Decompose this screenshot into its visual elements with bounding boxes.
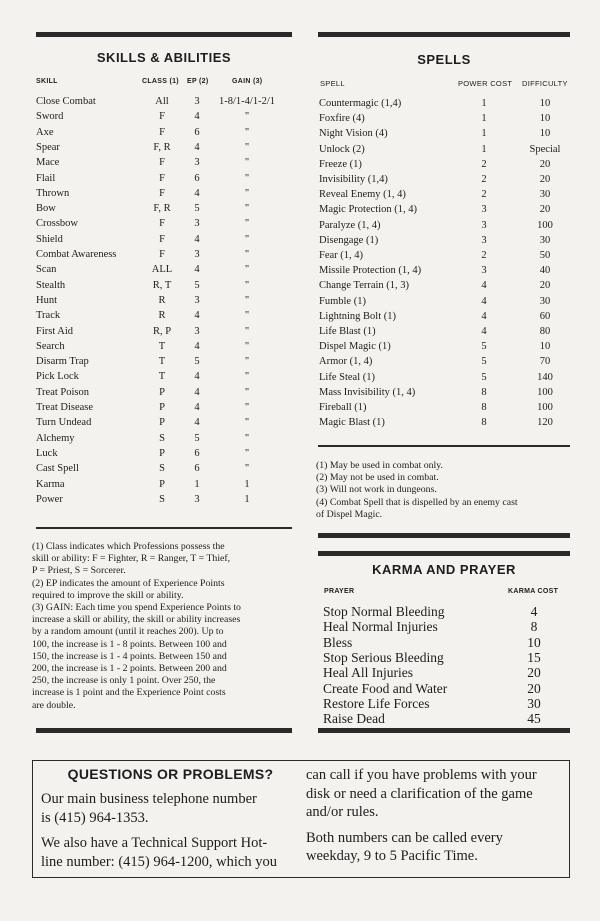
skill-class: S <box>159 493 165 505</box>
skills-col-ep: EP (2) <box>187 78 209 85</box>
spells-top-rule <box>318 32 570 37</box>
prayer-cost: 30 <box>527 695 541 711</box>
spell-name: Invisibility (1,4) <box>319 174 388 185</box>
skill-gain: " <box>244 279 250 291</box>
skills-col-gain: GAIN (3) <box>232 78 263 85</box>
spell-name: Fireball (1) <box>319 402 367 413</box>
spell-difficulty: 10 <box>539 128 551 140</box>
spell-difficulty: 140 <box>537 371 553 383</box>
skill-class: S <box>159 463 165 475</box>
spell-name: Foxfire (4) <box>319 113 365 125</box>
skill-gain: " <box>244 340 250 352</box>
prayer-name: Heal All Injuries <box>323 665 413 681</box>
spell-power: 1 <box>481 143 487 155</box>
skill-ep: 4 <box>194 233 200 245</box>
skill-name: Luck <box>36 447 58 459</box>
support-left-line <box>41 827 311 834</box>
skill-name: Disarm Trap <box>36 356 89 368</box>
skill-gain: " <box>244 249 250 260</box>
support-right-line: can call if you have problems with your <box>306 767 537 783</box>
skill-ep: 4 <box>194 371 200 383</box>
skill-name: Alchemy <box>36 432 75 444</box>
skill-gain: " <box>244 463 250 475</box>
spell-difficulty: 70 <box>539 356 551 368</box>
spell-name: Freeze (1) <box>319 158 362 170</box>
support-right-line: weekday, 9 to 5 Pacific Time. <box>306 848 478 864</box>
spells-note-line: of Dispel Magic. <box>316 508 383 520</box>
skill-class: F, R <box>153 141 171 153</box>
skill-name: Track <box>36 310 61 322</box>
spell-power: 5 <box>481 356 487 368</box>
spell-name: Missile Protection (1, 4) <box>319 265 422 277</box>
spell-difficulty: 60 <box>539 310 551 322</box>
spell-name: Unlock (2) <box>319 143 365 155</box>
skill-class: All <box>155 96 169 107</box>
skill-gain: " <box>244 172 250 184</box>
skill-gain: " <box>244 111 250 123</box>
spell-difficulty: 20 <box>539 174 551 185</box>
support-left-line: Our main business telephone number <box>41 791 257 807</box>
skill-gain: " <box>244 157 250 169</box>
skill-name: Bow <box>36 203 56 215</box>
skill-name: Flail <box>36 172 56 184</box>
skill-name: Pick Lock <box>36 371 79 383</box>
karma-bottom-rule <box>318 728 570 733</box>
skill-ep: 3 <box>194 294 200 306</box>
skill-ep: 4 <box>194 141 200 153</box>
skill-name: Crossbow <box>36 218 79 230</box>
skill-class: F <box>159 249 165 260</box>
spells-col-spell: SPELL <box>320 79 345 88</box>
support-right-line: Both numbers can be called every <box>306 829 503 846</box>
skill-ep: 4 <box>194 386 200 398</box>
spell-difficulty: 20 <box>539 158 551 170</box>
skill-gain: " <box>244 447 250 459</box>
spells-notes-rule <box>318 533 570 538</box>
skill-name: Hunt <box>36 294 57 306</box>
skill-gain: " <box>244 187 250 199</box>
skill-gain: " <box>244 356 250 368</box>
karma-col-cost: KARMA COST <box>508 588 559 595</box>
skill-ep: 4 <box>194 310 200 322</box>
skill-class: F <box>159 187 165 199</box>
skill-name: Karma <box>36 478 65 490</box>
skill-class: R, T <box>152 279 172 291</box>
skill-gain: " <box>244 386 250 398</box>
skill-name: Mace <box>36 157 60 169</box>
skills-note-line: increase a skill or ability, the skill or ability increases <box>32 614 241 626</box>
skill-class: P <box>159 386 165 398</box>
skills-note-line: 200, the increase is 1 - 2 points. Between 200 and <box>32 663 227 674</box>
spells-note-line: (2) May not be used in combat. <box>316 472 439 484</box>
support-left-line: We also have a Technical Support Hot- <box>41 835 268 851</box>
skill-name: Treat Disease <box>36 402 94 413</box>
skill-gain: " <box>244 432 250 444</box>
skill-ep: 3 <box>194 325 200 337</box>
skill-class: F <box>159 233 165 245</box>
skills-note-line: (2) EP indicates the amount of Experience Points <box>32 577 225 589</box>
spell-power: 3 <box>481 204 487 216</box>
spell-name: Life Steal (1) <box>319 371 375 383</box>
spell-name: Magic Blast (1) <box>319 417 385 429</box>
spell-difficulty: 30 <box>539 234 551 246</box>
karma-top-rule <box>318 551 570 556</box>
skill-ep: 4 <box>194 340 200 352</box>
skill-gain: 1-8/1-4/1-2/1 <box>219 96 275 107</box>
spell-name: Life Blast (1) <box>319 326 376 337</box>
skill-name: Treat Poison <box>36 386 89 398</box>
skill-ep: 4 <box>194 417 200 429</box>
prayer-cost: 10 <box>527 634 541 650</box>
skills-notes-rule <box>36 728 292 733</box>
spell-difficulty: 10 <box>539 113 551 125</box>
spells-note-line: (3) Will not work in dungeons. <box>316 484 437 496</box>
skill-class: T <box>158 371 166 383</box>
prayer-cost: 20 <box>527 665 541 681</box>
skill-name: Shield <box>36 233 63 245</box>
spell-difficulty: 10 <box>539 98 551 109</box>
spell-difficulty: 100 <box>537 402 553 413</box>
spell-power: 1 <box>481 98 487 109</box>
support-right-line <box>306 822 568 829</box>
skill-name: First Aid <box>36 325 74 337</box>
skill-name: Power <box>36 493 63 505</box>
skill-ep: 3 <box>194 157 200 169</box>
spell-power: 8 <box>481 402 487 413</box>
skill-class: ALL <box>151 264 173 276</box>
skill-class: F, R <box>153 203 171 215</box>
karma-col-prayer: PRAYER <box>324 588 355 595</box>
spell-power: 3 <box>481 234 487 246</box>
skill-ep: 5 <box>194 279 200 291</box>
skill-gain: 1 <box>244 493 250 505</box>
skill-gain: " <box>244 294 250 306</box>
skill-ep: 4 <box>194 264 200 276</box>
spells-col-power: POWER COST <box>458 79 513 88</box>
skill-ep: 5 <box>194 203 200 215</box>
skills-note-line: required to improve the skill or ability. <box>32 589 184 601</box>
prayer-name: Restore Life Forces <box>323 695 430 711</box>
spell-power: 4 <box>481 326 487 337</box>
skills-note-line: (1) Class indicates which Professions possess the <box>32 541 225 552</box>
spell-name: Countermagic (1,4) <box>319 98 402 109</box>
spell-name: Lightning Bolt (1) <box>319 310 396 322</box>
skill-class: F <box>159 111 165 123</box>
skill-name: Sword <box>36 111 64 123</box>
support-box <box>32 760 570 878</box>
skill-gain: " <box>244 126 250 138</box>
skill-class: F <box>159 157 165 169</box>
spell-difficulty: 30 <box>539 295 551 307</box>
spell-power: 4 <box>481 310 487 322</box>
spells-col-difficulty: DIFFICULTY <box>522 79 568 88</box>
spell-difficulty: 30 <box>539 189 551 201</box>
support-left-line: is (415) 964-1353. <box>41 809 149 826</box>
skill-gain: " <box>244 218 250 230</box>
prayer-cost: 45 <box>527 711 541 727</box>
skill-class: P <box>159 417 165 429</box>
spell-name: Mass Invisibility (1, 4) <box>319 386 416 398</box>
skill-gain: " <box>244 402 250 413</box>
spell-power: 5 <box>481 371 487 383</box>
skills-note-line: by a random amount (until it reaches 200). Up to <box>32 626 224 638</box>
skill-name: Close Combat <box>36 96 96 107</box>
skills-bottom-rule <box>36 527 292 529</box>
spell-difficulty: 120 <box>537 417 553 429</box>
skills-col-class: CLASS (1) <box>142 78 179 85</box>
skill-gain: " <box>244 141 250 153</box>
support-title: QUESTIONS OR PROBLEMS? <box>67 766 274 782</box>
skill-gain: " <box>244 310 250 322</box>
skills-note-line: skill or ability: F = Fighter, R = Ranger, T = Thief, <box>32 553 231 565</box>
skills-note-line: (3) GAIN: Each time you spend Experience Points to <box>32 602 241 613</box>
spell-name: Disengage (1) <box>319 234 379 246</box>
skill-gain: " <box>244 233 250 245</box>
spell-difficulty: 10 <box>539 341 551 353</box>
skills-note-line: 250, the increase is only 1 point. Over 250, the <box>32 675 216 687</box>
spell-name: Fear (1, 4) <box>319 250 364 261</box>
skill-class: F <box>159 172 165 184</box>
spell-power: 1 <box>481 128 487 140</box>
skill-ep: 3 <box>194 493 200 505</box>
skill-name: Thrown <box>36 187 70 199</box>
skill-name: Stealth <box>36 279 66 291</box>
skill-class: P <box>159 402 165 413</box>
spells-title: SPELLS <box>417 52 471 67</box>
skill-ep: 5 <box>194 432 200 444</box>
prayer-cost: 15 <box>527 649 541 665</box>
spell-power: 3 <box>481 265 487 277</box>
support-right-line: and/or rules. <box>306 804 379 820</box>
spell-name: Night Vision (4) <box>319 128 388 140</box>
skill-name: Cast Spell <box>36 463 79 475</box>
spell-difficulty: Special <box>529 143 561 155</box>
skill-class: P <box>159 447 165 459</box>
spell-power: 5 <box>481 341 487 353</box>
spells-bottom-rule <box>318 445 570 447</box>
prayer-name: Create Food and Water <box>323 680 448 696</box>
skill-gain: " <box>244 203 250 215</box>
prayer-cost: 20 <box>527 680 541 696</box>
spell-power: 8 <box>481 386 487 398</box>
spell-difficulty: 40 <box>539 265 551 277</box>
skill-class: R, P <box>152 325 172 337</box>
spell-power: 8 <box>481 417 487 429</box>
skill-name: Spear <box>36 141 60 153</box>
karma-title: KARMA AND PRAYER <box>372 562 516 577</box>
skill-ep: 5 <box>194 356 200 368</box>
skill-name: Axe <box>36 126 54 138</box>
skills-top-rule <box>36 32 292 37</box>
skill-gain: " <box>244 371 250 383</box>
skill-name: Scan <box>36 264 57 276</box>
skill-ep: 6 <box>194 447 200 459</box>
spell-power: 1 <box>481 113 487 125</box>
spell-name: Change Terrain (1, 3) <box>319 280 410 292</box>
support-right-line: disk or need a clarification of the game <box>306 785 533 802</box>
skills-title: SKILLS & ABILITIES <box>96 50 232 65</box>
spell-difficulty: 100 <box>537 386 553 398</box>
skill-name: Combat Awareness <box>36 249 117 260</box>
prayer-cost: 8 <box>530 619 538 635</box>
spell-power: 2 <box>481 250 487 261</box>
skill-ep: 4 <box>194 187 200 199</box>
skill-ep: 3 <box>194 96 200 107</box>
spell-difficulty: 100 <box>537 219 553 231</box>
skill-ep: 1 <box>194 478 200 490</box>
skill-class: P <box>159 478 165 490</box>
spell-difficulty: 20 <box>539 280 551 292</box>
prayer-name: Stop Serious Bleeding <box>323 649 444 665</box>
skills-note-line: P = Priest, S = Sorcerer. <box>32 565 126 577</box>
skill-ep: 6 <box>194 172 200 184</box>
skill-gain: " <box>244 417 250 429</box>
spell-difficulty: 80 <box>539 326 551 337</box>
skills-note-line: 150, the increase is 1 - 4 points. Between 150 and <box>32 650 227 662</box>
spell-name: Dispel Magic (1) <box>319 341 391 353</box>
spells-note-line: (4) Combat Spell that is dispelled by an enemy cast <box>316 496 518 508</box>
spell-power: 2 <box>481 174 487 185</box>
spell-difficulty: 20 <box>539 204 551 216</box>
skills-col-skill: SKILL <box>36 78 58 85</box>
spell-name: Magic Protection (1, 4) <box>319 204 417 216</box>
prayer-name: Heal Normal Injuries <box>323 619 438 635</box>
skill-name: Search <box>36 340 65 352</box>
skills-note-line: are double. <box>32 699 76 711</box>
skill-class: S <box>159 432 165 444</box>
skill-gain: " <box>244 325 250 337</box>
skill-class: R <box>158 294 166 306</box>
skill-ep: 3 <box>194 218 200 230</box>
skill-gain: " <box>244 264 250 276</box>
support-left-line: line number: (415) 964-1200, which you <box>41 853 277 870</box>
prayer-name: Bless <box>323 634 353 650</box>
skills-note-line: increase is 1 point and the Experience Point costs <box>32 687 226 699</box>
spell-name: Fumble (1) <box>319 295 366 307</box>
support-right-text <box>306 766 568 866</box>
skill-gain: 1 <box>244 478 250 490</box>
skill-name: Turn Undead <box>36 417 92 429</box>
skill-ep: 6 <box>194 126 200 138</box>
support-left-text <box>41 790 311 871</box>
spell-power: 4 <box>481 280 487 292</box>
spell-power: 2 <box>481 158 487 170</box>
skills-note-line: 100, the increase is 1 - 8 points. Between 100 and <box>32 638 227 650</box>
prayer-name: Stop Normal Bleeding <box>323 604 445 619</box>
prayer-name: Raise Dead <box>323 711 385 727</box>
skill-ep: 4 <box>194 111 200 123</box>
prayer-cost: 4 <box>530 604 538 619</box>
skill-class: T <box>158 340 166 352</box>
skill-ep: 4 <box>194 402 200 413</box>
skill-ep: 6 <box>194 463 200 475</box>
spell-power: 2 <box>481 189 487 201</box>
skill-class: F <box>159 126 165 138</box>
spell-power: 3 <box>481 219 487 231</box>
spell-name: Armor (1, 4) <box>319 356 373 368</box>
spell-power: 4 <box>481 295 487 307</box>
spell-name: Reveal Enemy (1, 4) <box>319 189 406 201</box>
spells-note-line: (1) May be used in combat only. <box>316 460 443 471</box>
skill-class: R <box>158 310 166 322</box>
skill-class: F <box>159 218 165 230</box>
spell-difficulty: 50 <box>539 250 551 261</box>
skill-class: T <box>158 356 166 368</box>
skill-ep: 3 <box>194 249 200 260</box>
spell-name: Paralyze (1, 4) <box>319 219 381 231</box>
